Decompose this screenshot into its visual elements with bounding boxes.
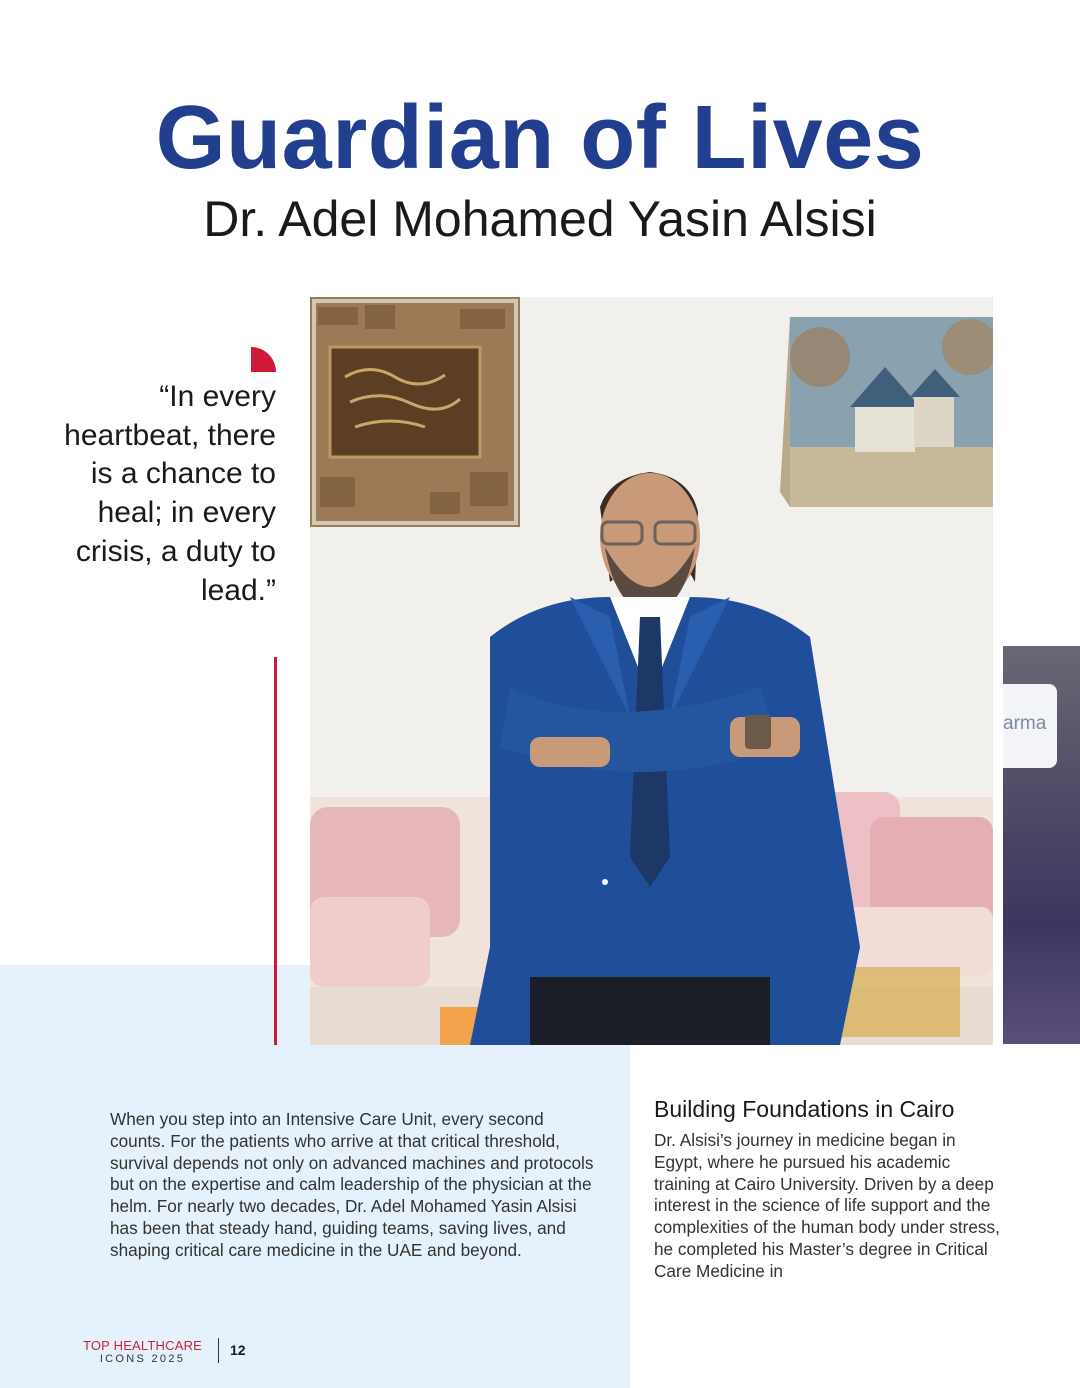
portrait-photo — [310, 297, 993, 1045]
article-subtitle: Dr. Adel Mohamed Yasin Alsisi — [203, 191, 877, 247]
red-vertical-rule — [274, 657, 277, 1045]
footer-separator — [218, 1338, 219, 1363]
page-number: 12 — [230, 1342, 246, 1358]
footer-brand-line1: TOP HEALTHCARE — [82, 1338, 203, 1353]
intro-paragraph: When you step into an Intensive Care Unit, every second counts. For the patients who arrive at that critical threshold, survival depends not only on advanced machines and protocols but on the expertise and calm leadership of the physician at the helm. For nearly two decades, Dr. Adel Mohamed Yasin Alsisi has been that steady hand, guiding teams, saving lives, and shaping critical care medicine in the UAE and beyond. — [110, 1109, 594, 1260]
section-body: Dr. Alsisi’s journey in medicine began in Egypt, where he pursued his academic training at Cairo University. Driven by a deep interest in the science of life support and the complexities of the human body under stress, he completed his Master’s degree in Critical Care Medicine in — [654, 1130, 1000, 1281]
footer-brand-line2: ICONS 2025 — [99, 1353, 186, 1365]
pull-quote: “In every heartbeat, there is a chance to heal; in every crisis, a duty to lead.” — [64, 380, 276, 607]
section-heading: Building Foundations in Cairo — [654, 1096, 955, 1122]
side-photo-fragment — [1003, 646, 1080, 1044]
article-title: Guardian of Lives — [155, 88, 925, 188]
footer-brand — [75, 1338, 210, 1366]
side-photo-text: arma — [1003, 713, 1047, 734]
quote-accent-icon — [251, 347, 276, 372]
